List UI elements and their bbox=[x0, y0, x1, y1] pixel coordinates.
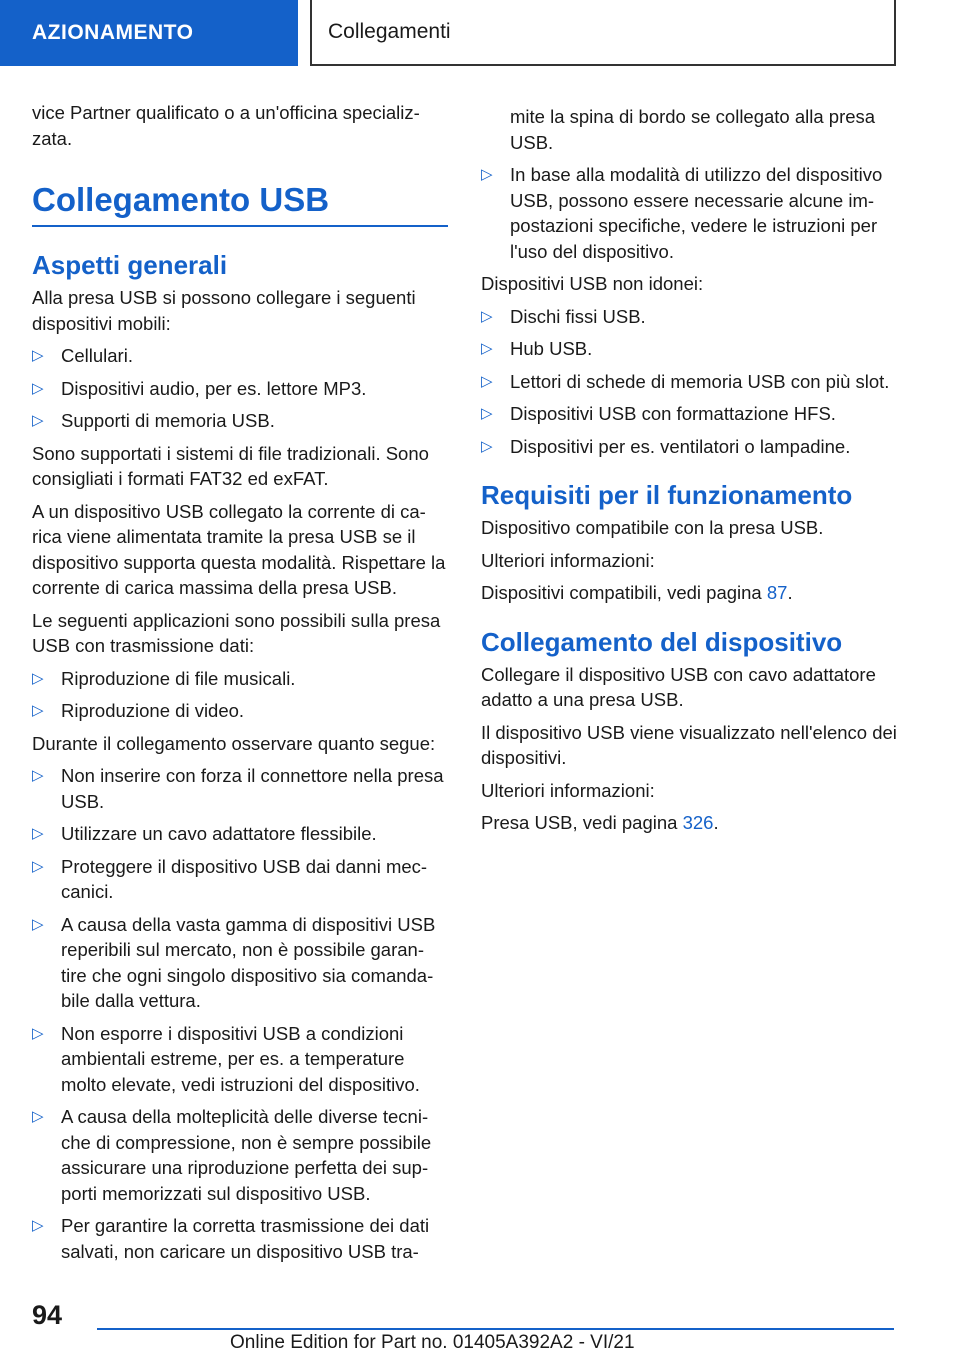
bullet-triangle-icon: ▷ bbox=[32, 1217, 44, 1234]
list-item-text: A causa della molteplicità delle diverse tecni-che di compressione, non è sempre possibile assicurare una riproduzione perfetta dei sup-porti memorizzati sul dispositivo USB. bbox=[61, 1106, 432, 1204]
list-item-text: Riproduzione di file musicali. bbox=[61, 667, 296, 689]
paragraph: Le seguenti applicazioni sono possibili sulla presa USB con trasmissione dati: bbox=[32, 609, 441, 656]
list-item-text: Hub USB. bbox=[510, 338, 593, 359]
page-link[interactable]: 326 bbox=[682, 812, 714, 833]
section-title: Collegamenti bbox=[328, 20, 451, 43]
bullet-triangle-icon: ▷ bbox=[481, 307, 493, 325]
reference-text: Presa USB, vedi pagina bbox=[481, 812, 683, 833]
bullet-triangle-icon: ▷ bbox=[32, 379, 44, 397]
list-item-text: Cellulari. bbox=[61, 345, 133, 366]
bullet-triangle-icon: ▷ bbox=[32, 1108, 44, 1125]
footer-edition: Online Edition for Part no. 01405A392A2 - VI/21 bbox=[230, 1332, 635, 1353]
list-item-text: Dischi fissi USB. bbox=[510, 305, 646, 327]
bullet-list bbox=[32, 343, 448, 434]
paragraph: Sono supportati i sistemi di file tradizionali. Sono consigliati i formati FAT32 ed exFAT. bbox=[32, 442, 429, 489]
continuation-text: mite la spina di bordo se collegato alla presa USB. bbox=[510, 106, 876, 153]
bullet-triangle-icon: ▷ bbox=[32, 767, 44, 784]
paragraph bbox=[481, 580, 901, 606]
main-heading: Collegamento USB bbox=[32, 181, 448, 227]
punctuation: . bbox=[787, 582, 793, 603]
list-item bbox=[481, 401, 901, 427]
list-item-text: Supporti di memoria USB. bbox=[61, 410, 275, 431]
intro-text: vice Partner qualificato o a un'officina specializ-zata. bbox=[32, 102, 420, 149]
chapter-title: AZIONAMENTO bbox=[32, 21, 194, 44]
reference-text: Dispositivi compatibili, vedi pagina bbox=[481, 582, 767, 603]
bullet-triangle-icon: ▷ bbox=[32, 825, 44, 842]
footer-divider bbox=[97, 1328, 894, 1330]
section-header bbox=[310, 0, 896, 66]
paragraph: Durante il collegamento osservare quanto segue: bbox=[32, 732, 436, 754]
list-item bbox=[32, 408, 448, 434]
bullet-list bbox=[32, 666, 448, 724]
paragraph: Dispositivi USB non idonei: bbox=[481, 273, 704, 294]
bullet-list bbox=[481, 162, 901, 264]
list-item bbox=[32, 1104, 448, 1206]
list-item-text: Riproduzione di video. bbox=[61, 700, 245, 721]
right-column bbox=[481, 104, 901, 843]
bullet-triangle-icon: ▷ bbox=[32, 857, 44, 875]
paragraph: Ulteriori informazioni: bbox=[481, 779, 655, 801]
bullet-triangle-icon: ▷ bbox=[32, 702, 44, 719]
list-item-text: Non inserire con forza il connettore nella presa USB. bbox=[61, 765, 444, 812]
list-item bbox=[32, 821, 448, 847]
heading-requirements: Requisiti per il funzionamento bbox=[481, 480, 853, 510]
paragraph: Alla presa USB si possono collegare i seguenti dispositivi mobili: bbox=[32, 287, 416, 334]
paragraph: Il dispositivo USB viene visualizzato nell'elenco dei dispositivi. bbox=[481, 721, 897, 768]
bullet-list bbox=[481, 304, 901, 460]
list-item bbox=[481, 434, 901, 460]
bullet-triangle-icon: ▷ bbox=[32, 1024, 44, 1042]
list-item bbox=[481, 369, 901, 395]
bullet-triangle-icon: ▷ bbox=[32, 915, 44, 933]
list-item bbox=[32, 1213, 448, 1264]
list-item-text: Proteggere il dispositivo USB dai danni mec-canici. bbox=[61, 855, 428, 902]
list-item bbox=[32, 376, 448, 402]
list-item bbox=[32, 1021, 448, 1098]
paragraph: A un dispositivo USB collegato la corrente di ca-rica viene alimentata tramite la presa USB se il dispositivo supporta questa modalità. Rispettare la corrente di carica massima della presa USB. bbox=[32, 500, 446, 598]
list-item-text: Dispositivi per es. ventilatori o lampadine. bbox=[510, 435, 851, 457]
list-item-text: Non esporre i dispositivi USB a condizioni ambientali estreme, per es. a temperature molto elevate, vedi istruzioni del dispositivo. bbox=[61, 1022, 420, 1095]
bullet-triangle-icon: ▷ bbox=[481, 372, 493, 390]
left-column bbox=[32, 100, 448, 1271]
list-item bbox=[32, 912, 448, 1014]
paragraph bbox=[481, 810, 901, 836]
paragraph: Collegare il dispositivo USB con cavo adattatore adatto a una presa USB. bbox=[481, 663, 876, 710]
list-item bbox=[481, 162, 901, 264]
list-item bbox=[32, 698, 448, 724]
chapter-tab bbox=[0, 0, 298, 66]
subheading-general: Aspetti generali bbox=[32, 250, 228, 280]
list-item bbox=[32, 854, 448, 905]
bullet-triangle-icon: ▷ bbox=[481, 340, 493, 357]
list-item-text: Utilizzare un cavo adattatore flessibile. bbox=[61, 823, 377, 844]
page-number: 94 bbox=[32, 1300, 63, 1330]
paragraph: Dispositivo compatibile con la presa USB. bbox=[481, 517, 824, 538]
paragraph: Ulteriori informazioni: bbox=[481, 549, 655, 571]
bullet-triangle-icon: ▷ bbox=[32, 412, 44, 429]
list-item-text: A causa della vasta gamma di dispositivi USB reperibili sul mercato, non è possibile garan-tire che ogni singolo dispositivo sia comanda-bile dalla vettura. bbox=[61, 913, 436, 1011]
bullet-triangle-icon: ▷ bbox=[481, 437, 493, 455]
list-item bbox=[32, 343, 448, 369]
list-item-text: Per garantire la corretta trasmissione dei dati salvati, non caricare un dispositivo USB tra- bbox=[61, 1215, 430, 1262]
bullet-triangle-icon: ▷ bbox=[32, 347, 44, 364]
list-item bbox=[32, 763, 448, 814]
list-item-text: Lettori di schede di memoria USB con più slot. bbox=[510, 370, 890, 392]
list-item bbox=[32, 666, 448, 692]
bullet-triangle-icon: ▷ bbox=[481, 166, 493, 183]
list-item-text: Dispositivi audio, per es. lettore MP3. bbox=[61, 377, 367, 399]
page-link[interactable]: 87 bbox=[766, 582, 788, 603]
punctuation: . bbox=[713, 812, 719, 833]
list-item-text: In base alla modalità di utilizzo del dispositivo USB, possono essere necessarie alcune im-postazioni specifiche, vedere le istruzioni per l'uso del dispositivo. bbox=[510, 164, 883, 262]
list-item-text: Dispositivi USB con formattazione HFS. bbox=[510, 403, 836, 424]
bullet-list bbox=[32, 763, 448, 1264]
bullet-triangle-icon: ▷ bbox=[481, 405, 493, 422]
bullet-triangle-icon: ▷ bbox=[32, 669, 44, 687]
heading-connection: Collegamento del dispositivo bbox=[481, 626, 843, 657]
list-item bbox=[481, 336, 901, 362]
list-item bbox=[481, 304, 901, 330]
